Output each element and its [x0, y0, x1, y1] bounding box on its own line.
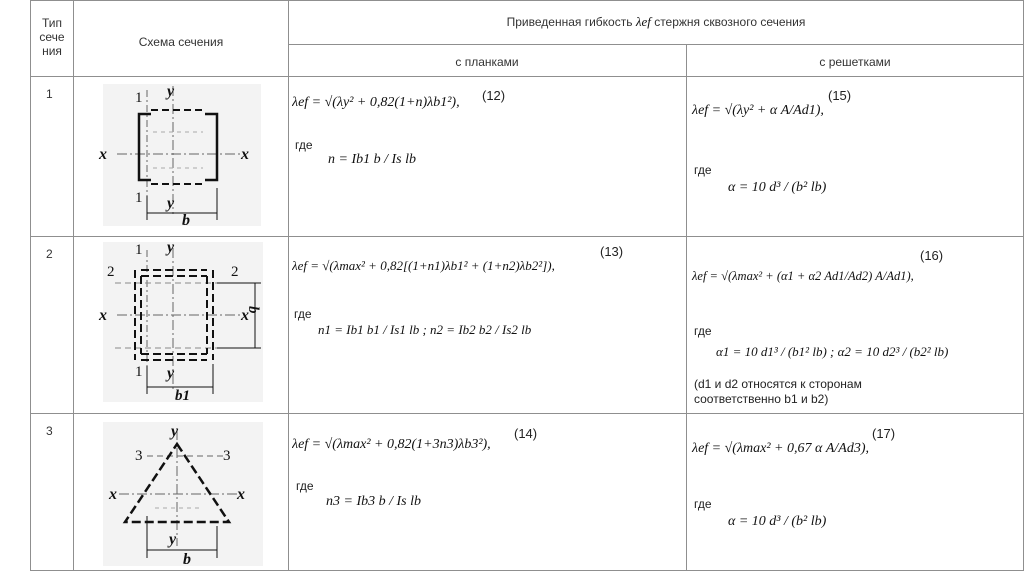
header-type — [32, 16, 72, 58]
schema-3-label-3-left: 3 — [135, 448, 143, 464]
schema-3-label-3-right: 3 — [223, 448, 231, 464]
schema-2-label-1-bottom: 1 — [135, 364, 143, 380]
formula-13-number: (13) — [600, 246, 624, 259]
formula-17-number: (17) — [872, 426, 896, 441]
header-flexibility — [288, 15, 1024, 29]
schema-1-axis-y-bottom: y — [167, 195, 175, 212]
formula-16 — [690, 248, 1020, 292]
schema-1-axis-x-right: x — [241, 146, 249, 163]
header-flexibility-pre: Приведенная гибкость — [506, 15, 633, 29]
formula-17 — [690, 426, 1020, 466]
row-1-battens-sub: n = Ib1 b / Is lb — [328, 152, 416, 167]
schema-3-axis-y-top: y — [171, 423, 179, 440]
row-1-lattice-where: где — [694, 163, 712, 177]
formula-16-text: λef = √(λmax² + (α1 + α2 Ad1/Ad2) A/Ad1), — [692, 269, 914, 283]
schema-2-axis-y-top: y — [167, 240, 175, 256]
row-3-battens-where: где — [296, 479, 314, 493]
schema-1-axis-y-top: y — [167, 83, 175, 100]
row-1-lattice-sub: α = 10 d³ / (b² lb) — [728, 180, 827, 195]
formula-15-text: λef = √(λy² + α A/Ad1), — [692, 103, 824, 118]
schema-2-axis-x-left: x — [99, 307, 107, 324]
formula-14-number: (14) — [514, 426, 538, 441]
schema-2-axis-y-bottom: y — [167, 365, 175, 382]
row-3-lattice-sub: α = 10 d³ / (b² lb) — [728, 514, 827, 529]
formula-13-text: λef = √(λmax² + 0,82[(1+n1)λb1² + (1+n2)λb2²]), — [292, 258, 555, 273]
row-2-battens-where: где — [294, 307, 312, 321]
header-battens: с планками — [455, 55, 519, 69]
schema-1-label-1-bottom: 1 — [135, 190, 143, 206]
schema-3-axis-x-left: x — [109, 486, 117, 503]
formula-12-text: λef = √(λy² + 0,82(1+n)λb1²), — [292, 95, 460, 110]
row-2-battens-sub: n1 = Ib1 b1 / Is1 lb ; n2 = Ib2 b2 / Is2 lb — [318, 322, 532, 337]
schema-3-dim-b: b — [183, 551, 191, 568]
formula-13 — [292, 246, 684, 286]
schema-2-label-2-left: 2 — [107, 264, 115, 280]
header-lattice: с решетками — [819, 55, 891, 69]
formula-16-number: (16) — [920, 248, 944, 263]
formula-14-text: λef = √(λmax² + 0,82(1+3n3)λb3²), — [292, 437, 491, 452]
row-3-battens-sub: n3 = Ib3 b / Is lb — [326, 494, 421, 509]
formula-17-text: λef = √(λmax² + 0,67 α A/Ad3), — [692, 441, 869, 456]
row-2-lattice-note — [694, 377, 862, 407]
row-2-lattice-note-line2: соответственно b1 и b2) — [694, 392, 829, 406]
schema-2-label-2-right: 2 — [231, 264, 239, 280]
schema-2-axis-x-right: x — [241, 307, 249, 324]
header-type-label: Тип сече ния — [39, 16, 65, 58]
header-flexibility-post: стержня сквозного сечения — [654, 15, 806, 29]
schema-3-axis-x-right: x — [237, 486, 245, 503]
schema-1-axis-x-left: x — [99, 146, 107, 163]
schema-2-dim-b: b — [245, 306, 261, 314]
row-2-lattice-where: где — [694, 324, 712, 338]
row-3-lattice-where: где — [694, 497, 712, 511]
formula-14 — [292, 424, 682, 464]
schema-1-label-1-top: 1 — [135, 90, 143, 106]
schema-1-dim-b: b — [182, 212, 190, 229]
formula-12 — [292, 82, 682, 122]
row-2-number: 2 — [46, 247, 53, 261]
row-1-number: 1 — [46, 87, 53, 101]
schema-3-drawing — [95, 418, 267, 568]
schema-2-dim-b1: b1 — [175, 388, 190, 404]
row-2-lattice-sub: α1 = 10 d1³ / (b1² lb) ; α2 = 10 d2³ / (b2² lb) — [716, 344, 949, 359]
schema-1-drawing — [95, 80, 267, 230]
formula-12-number: (12) — [482, 88, 506, 103]
row-3-number: 3 — [46, 424, 53, 438]
schema-3-axis-y-bottom: y — [169, 531, 177, 548]
row-2-lattice-note-line1: (d1 и d2 относятся к сторонам — [694, 377, 862, 391]
header-lambda-symbol: λef — [635, 14, 651, 29]
schema-2-label-1-top: 1 — [135, 242, 143, 258]
schema-2-drawing — [95, 240, 267, 405]
header-schema: Схема сечения — [138, 35, 224, 49]
formula-15 — [690, 86, 1020, 126]
row-1-battens-where: где — [295, 138, 313, 152]
formula-15-number: (15) — [828, 88, 852, 103]
